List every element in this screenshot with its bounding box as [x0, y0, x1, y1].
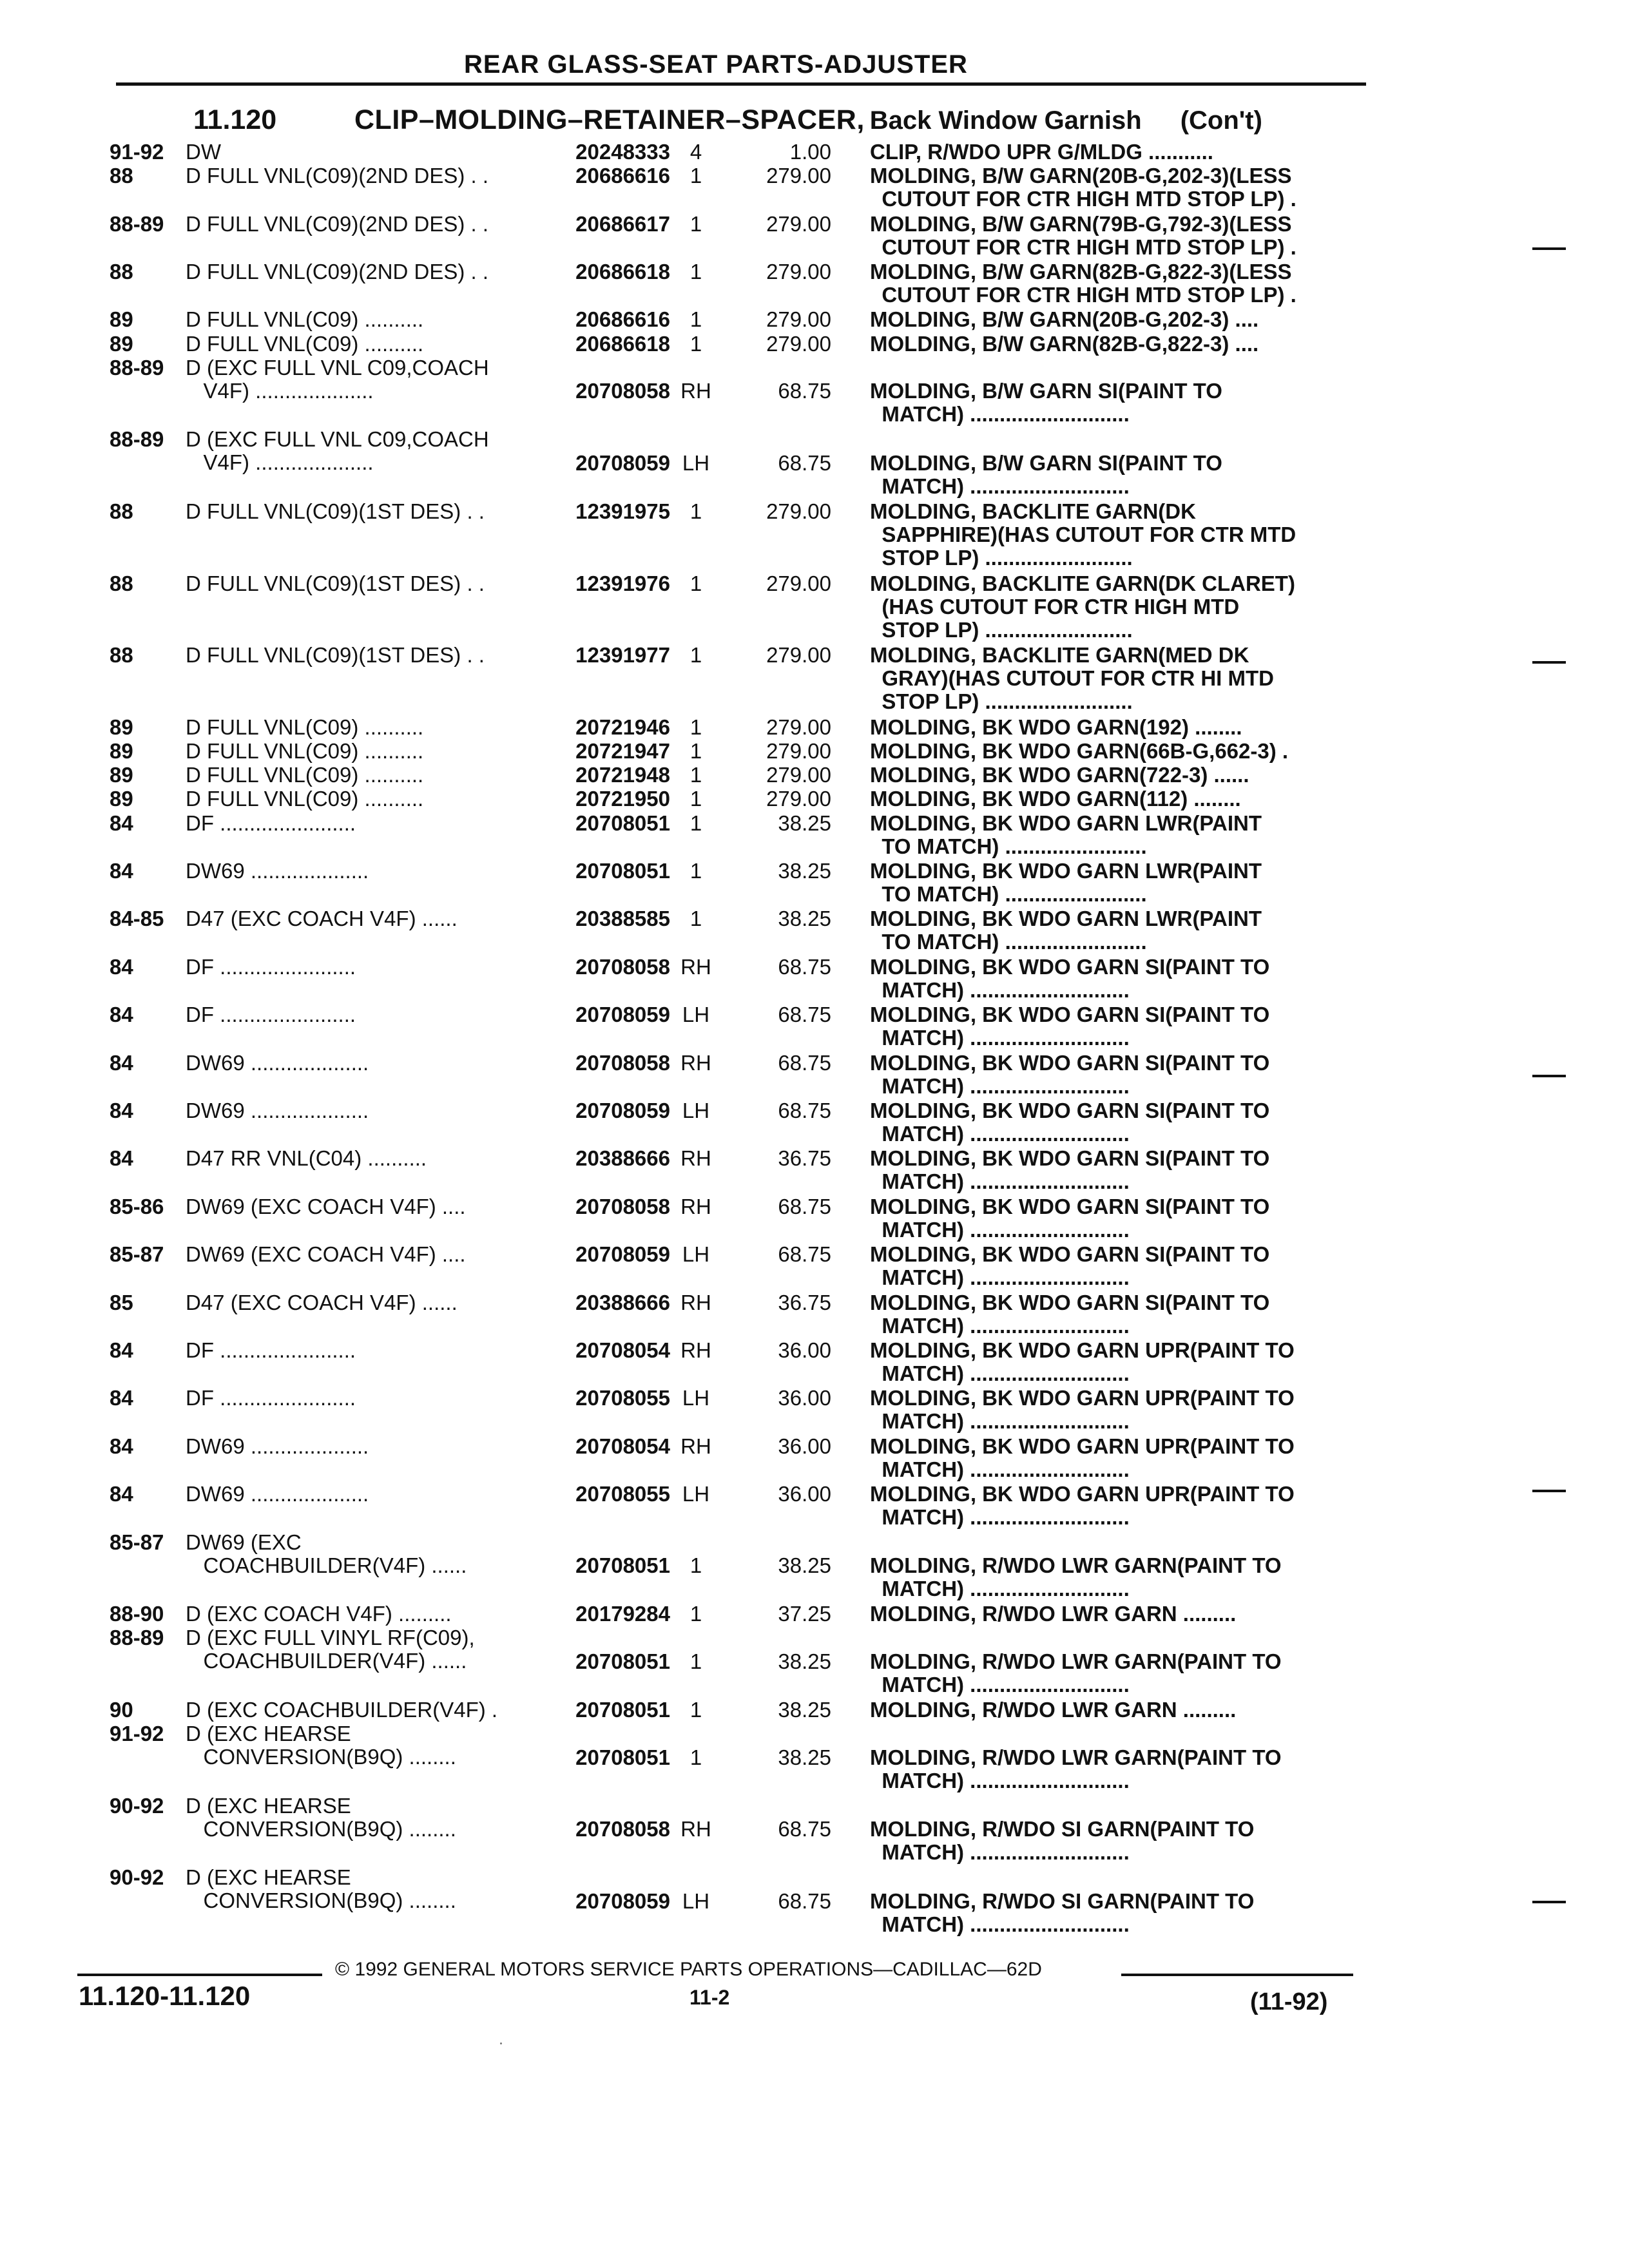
row-year: 85-86	[110, 1194, 164, 1218]
row-part-name: MOLDING, BK WDO GARN SI(PAINT TO MATCH) ...........................	[870, 1099, 1270, 1146]
row-price: 68.75	[778, 379, 831, 403]
row-part-number: 20686618	[575, 260, 670, 284]
row-price: 36.00	[778, 1386, 831, 1410]
row-year: 88-89	[110, 355, 164, 380]
row-description: DW	[186, 140, 221, 164]
table-row	[110, 812, 1347, 859]
row-year: 85-87	[110, 1530, 164, 1554]
row-part-number: 20708058	[575, 1194, 670, 1218]
row-part-name: MOLDING, BK WDO GARN(112) ........	[870, 787, 1241, 811]
row-price: 68.75	[778, 1099, 831, 1122]
table-row	[110, 644, 1347, 715]
row-price: 36.00	[778, 1338, 831, 1362]
row-quantity: 1	[689, 211, 702, 236]
table-row	[110, 164, 1347, 211]
table-row	[110, 308, 1347, 332]
row-quantity: LH	[682, 1099, 710, 1122]
row-part-number: 20708051	[575, 1553, 670, 1578]
row-part-name: MOLDING, BK WDO GARN UPR(PAINT TO MATCH) ...........................	[870, 1483, 1295, 1530]
row-description: DW69 (EXC COACHBUILDER(V4F) ......	[186, 1530, 467, 1577]
row-description: D47 (EXC COACH V4F) ......	[186, 1291, 458, 1314]
section-continued: (Con't)	[1180, 106, 1262, 135]
row-year: 84	[110, 1338, 133, 1362]
table-row	[110, 1722, 1347, 1792]
row-part-number: 20708051	[575, 1698, 670, 1722]
row-price: 279.00	[766, 211, 831, 236]
page-title: REAR GLASS-SEAT PARTS-ADJUSTER	[464, 50, 968, 79]
row-quantity: RH	[680, 1146, 711, 1171]
row-part-number: 20708055	[575, 1386, 670, 1410]
row-year: 89	[110, 763, 133, 787]
row-part-name: MOLDING, BK WDO GARN SI(PAINT TO MATCH) ...........................	[870, 1243, 1270, 1290]
row-price: 1.00	[789, 140, 831, 164]
row-part-name: MOLDING, BK WDO GARN SI(PAINT TO MATCH) ...........................	[870, 1291, 1270, 1338]
row-price: 36.75	[778, 1290, 831, 1314]
table-row	[110, 956, 1347, 1003]
row-quantity: 1	[689, 1698, 702, 1722]
row-quantity: 1	[689, 260, 702, 284]
row-part-name: MOLDING, BACKLITE GARN(MED DK GRAY)(HAS CUTOUT FOR CTR HI MTD STOP LP) .........................	[870, 644, 1274, 714]
row-part-name: MOLDING, BK WDO GARN SI(PAINT TO MATCH) ...........................	[870, 955, 1270, 1002]
table-row	[110, 1003, 1347, 1050]
row-part-number: 20388666	[575, 1146, 670, 1171]
table-row	[110, 1435, 1347, 1482]
row-price: 38.25	[778, 811, 831, 835]
row-year: 84-85	[110, 907, 164, 931]
row-quantity: 1	[689, 1649, 702, 1673]
section-heading	[193, 104, 1353, 136]
row-price: 68.75	[778, 1242, 831, 1267]
table-row	[110, 1865, 1347, 1936]
row-year: 84	[110, 859, 133, 883]
row-quantity: 1	[689, 787, 702, 811]
row-part-number: 20721950	[575, 787, 670, 811]
row-description: D (EXC FULL VNL C09,COACH V4F) ....................	[186, 428, 489, 475]
row-year: 84	[110, 954, 133, 979]
row-quantity: RH	[680, 1434, 711, 1458]
row-description: DF .......................	[186, 1003, 356, 1027]
footer-rule	[1121, 1974, 1353, 1976]
row-price: 68.75	[778, 1817, 831, 1841]
row-description: DW69 ....................	[186, 1483, 369, 1506]
row-part-name: MOLDING, BK WDO GARN UPR(PAINT TO MATCH) ...........................	[870, 1434, 1295, 1481]
row-part-name: MOLDING, B/W GARN SI(PAINT TO MATCH) ...........................	[870, 380, 1222, 427]
margin-tick	[1532, 1490, 1566, 1492]
row-part-number: 20708058	[575, 379, 670, 403]
row-price: 38.25	[778, 1698, 831, 1722]
row-part-number: 20708059	[575, 450, 670, 475]
row-quantity: 1	[689, 859, 702, 883]
row-part-number: 20721947	[575, 739, 670, 763]
row-part-number: 12391976	[575, 571, 670, 595]
row-price: 37.25	[778, 1602, 831, 1626]
row-year: 85-87	[110, 1242, 164, 1267]
table-row	[110, 427, 1347, 498]
footer-date: (11-92)	[1250, 1988, 1328, 2015]
row-quantity: 1	[689, 763, 702, 787]
row-quantity: 4	[689, 140, 702, 164]
row-price: 279.00	[766, 715, 831, 739]
row-quantity: LH	[682, 1242, 710, 1267]
row-year: 90-92	[110, 1793, 164, 1818]
row-part-number: 20686616	[575, 164, 670, 188]
row-part-number: 20179284	[575, 1602, 670, 1626]
row-part-number: 20686618	[575, 331, 670, 356]
row-year: 84	[110, 1099, 133, 1122]
table-row	[110, 1483, 1347, 1530]
row-part-number: 20708051	[575, 1745, 670, 1769]
table-row	[110, 1530, 1347, 1601]
row-description: DF .......................	[186, 811, 356, 835]
row-part-number: 20721948	[575, 763, 670, 787]
section-number: 11.120	[193, 104, 277, 135]
row-price: 38.25	[778, 1649, 831, 1673]
row-quantity: 1	[689, 811, 702, 835]
table-row	[110, 140, 1347, 164]
row-part-number: 20388585	[575, 907, 670, 931]
row-part-number: 20708058	[575, 1050, 670, 1075]
row-part-name: MOLDING, BK WDO GARN LWR(PAINT TO MATCH) ........................	[870, 860, 1262, 906]
table-row	[110, 860, 1347, 907]
row-price: 279.00	[766, 643, 831, 668]
table-row	[110, 260, 1347, 307]
row-part-name: MOLDING, R/WDO LWR GARN .........	[870, 1698, 1237, 1722]
row-year: 84	[110, 1386, 133, 1410]
table-row	[110, 1147, 1347, 1194]
row-part-name: MOLDING, R/WDO LWR GARN .........	[870, 1602, 1237, 1626]
row-quantity: RH	[680, 1050, 711, 1075]
row-year: 88	[110, 164, 133, 188]
row-description: D FULL VNL(C09)(2ND DES) . .	[186, 212, 489, 236]
row-quantity: 1	[689, 331, 702, 356]
row-year: 84	[110, 1482, 133, 1506]
row-year: 85	[110, 1290, 133, 1314]
row-part-number: 20708051	[575, 1649, 670, 1673]
row-description: D (EXC COACHBUILDER(V4F) .	[186, 1698, 498, 1722]
row-year: 88	[110, 260, 133, 284]
scan-speck	[500, 2042, 502, 2044]
row-quantity: 1	[689, 164, 702, 188]
row-part-name: MOLDING, R/WDO LWR GARN(PAINT TO MATCH) ...........................	[870, 1745, 1282, 1792]
table-row	[110, 332, 1347, 356]
row-description: DW69 ....................	[186, 1434, 369, 1458]
row-price: 279.00	[766, 331, 831, 356]
row-quantity: 1	[689, 1553, 702, 1578]
row-part-number: 12391975	[575, 499, 670, 523]
row-description: DW69 (EXC COACH V4F) ....	[186, 1195, 466, 1218]
row-year: 84	[110, 1146, 133, 1171]
row-price: 38.25	[778, 1745, 831, 1769]
row-description: D FULL VNL(C09)(1ST DES) . .	[186, 572, 485, 595]
row-part-name: MOLDING, BACKLITE GARN(DK CLARET) (HAS CUTOUT FOR CTR HIGH MTD STOP LP) .........................	[870, 572, 1295, 642]
row-part-name: MOLDING, BK WDO GARN(722-3) ......	[870, 764, 1249, 787]
row-description: DF .......................	[186, 1339, 356, 1362]
row-description: D47 (EXC COACH V4F) ......	[186, 907, 458, 931]
margin-tick	[1532, 247, 1566, 250]
row-quantity: RH	[680, 1338, 711, 1362]
row-part-name: MOLDING, BK WDO GARN(192) ........	[870, 715, 1242, 739]
title-rule	[116, 82, 1366, 86]
table-row	[110, 1387, 1347, 1434]
row-part-name: MOLDING, R/WDO SI GARN(PAINT TO MATCH) ...........................	[870, 1889, 1255, 1936]
row-year: 88-89	[110, 211, 164, 236]
margin-tick	[1532, 1075, 1566, 1077]
row-description: DF .......................	[186, 1387, 356, 1410]
row-part-name: MOLDING, B/W GARN(82B-G,822-3) ....	[870, 332, 1259, 356]
section-subtitle: Back Window Garnish	[869, 106, 1142, 135]
row-year: 84	[110, 811, 133, 835]
row-description: DW69 (EXC COACH V4F) ....	[186, 1243, 466, 1267]
row-price: 279.00	[766, 571, 831, 595]
row-part-name: MOLDING, B/W GARN(20B-G,202-3)(LESS CUTOUT FOR CTR HIGH MTD STOP LP) .	[870, 164, 1296, 211]
row-description: D FULL VNL(C09)(1ST DES) . .	[186, 644, 485, 668]
row-description: D (EXC HEARSE CONVERSION(B9Q) ........	[186, 1794, 456, 1841]
row-year: 91-92	[110, 140, 164, 164]
row-year: 84	[110, 1434, 133, 1458]
row-price: 68.75	[778, 1003, 831, 1027]
row-year: 91-92	[110, 1722, 164, 1746]
row-quantity: 1	[689, 643, 702, 668]
row-quantity: RH	[680, 954, 711, 979]
row-part-name: MOLDING, BK WDO GARN UPR(PAINT TO MATCH) ...........................	[870, 1339, 1295, 1385]
table-row	[110, 1099, 1347, 1146]
row-quantity: 1	[689, 1602, 702, 1626]
row-description: D FULL VNL(C09) ..........	[186, 308, 424, 332]
row-description: D (EXC COACH V4F) .........	[186, 1602, 452, 1626]
row-part-number: 20248333	[575, 140, 670, 164]
row-year: 88	[110, 571, 133, 595]
row-quantity: RH	[680, 379, 711, 403]
row-price: 68.75	[778, 450, 831, 475]
row-part-name: MOLDING, BK WDO GARN UPR(PAINT TO MATCH) ...........................	[870, 1387, 1295, 1434]
row-part-number: 20708054	[575, 1434, 670, 1458]
row-part-name: MOLDING, B/W GARN(82B-G,822-3)(LESS CUTOUT FOR CTR HIGH MTD STOP LP) .	[870, 260, 1296, 307]
row-part-number: 20708055	[575, 1482, 670, 1506]
row-quantity: 1	[689, 307, 702, 332]
table-row	[110, 1195, 1347, 1242]
row-price: 38.25	[778, 859, 831, 883]
table-row	[110, 1793, 1347, 1865]
row-part-name: MOLDING, BK WDO GARN SI(PAINT TO MATCH) ...........................	[870, 1051, 1270, 1098]
margin-tick	[1532, 661, 1566, 664]
row-quantity: 1	[689, 571, 702, 595]
row-part-name: MOLDING, BACKLITE GARN(DK SAPPHIRE)(HAS CUTOUT FOR CTR MTD STOP LP) .........................	[870, 500, 1296, 570]
footer-copyright: © 1992 GENERAL MOTORS SERVICE PARTS OPERATIONS—CADILLAC—62D	[335, 1959, 1042, 1980]
row-part-number: 20686617	[575, 211, 670, 236]
table-row	[110, 740, 1347, 764]
row-part-name: MOLDING, R/WDO SI GARN(PAINT TO MATCH) ...........................	[870, 1818, 1255, 1865]
row-price: 279.00	[766, 307, 831, 332]
row-part-number: 20708059	[575, 1242, 670, 1267]
row-price: 36.75	[778, 1146, 831, 1171]
table-row	[110, 787, 1347, 811]
footer-page-number: 11-2	[689, 1986, 730, 2009]
row-part-number: 20708059	[575, 1003, 670, 1027]
row-quantity: LH	[682, 1003, 710, 1027]
row-year: 84	[110, 1003, 133, 1027]
row-price: 36.00	[778, 1434, 831, 1458]
row-part-number: 20686616	[575, 307, 670, 332]
row-description: D FULL VNL(C09)(2ND DES) . .	[186, 164, 489, 188]
margin-tick	[1532, 1901, 1566, 1903]
row-part-name: CLIP, R/WDO UPR G/MLDG ...........	[870, 140, 1213, 164]
row-part-name: MOLDING, B/W GARN(79B-G,792-3)(LESS CUTOUT FOR CTR HIGH MTD STOP LP) .	[870, 212, 1296, 259]
row-part-number: 20708058	[575, 1817, 670, 1841]
row-price: 279.00	[766, 164, 831, 188]
row-part-name: MOLDING, B/W GARN SI(PAINT TO MATCH) ...........................	[870, 451, 1222, 498]
row-year: 89	[110, 739, 133, 763]
row-quantity: LH	[682, 1386, 710, 1410]
row-price: 68.75	[778, 1888, 831, 1913]
table-row	[110, 355, 1347, 427]
row-quantity: RH	[680, 1817, 711, 1841]
row-part-number: 20708058	[575, 954, 670, 979]
row-part-number: 20388666	[575, 1290, 670, 1314]
row-quantity: 1	[689, 715, 702, 739]
row-year: 84	[110, 1050, 133, 1075]
row-description: D FULL VNL(C09) ..........	[186, 332, 424, 356]
row-year: 89	[110, 331, 133, 356]
footer-section-range: 11.120-11.120	[79, 1981, 251, 2011]
row-year: 88	[110, 499, 133, 523]
footer-rule	[77, 1974, 322, 1976]
row-description: DW69 ....................	[186, 1099, 369, 1122]
row-price: 279.00	[766, 763, 831, 787]
table-row	[110, 1602, 1347, 1626]
row-price: 36.00	[778, 1482, 831, 1506]
row-price: 68.75	[778, 1050, 831, 1075]
row-part-name: MOLDING, BK WDO GARN LWR(PAINT TO MATCH) ........................	[870, 907, 1262, 954]
row-description: D (EXC FULL VNL C09,COACH V4F) ....................	[186, 356, 489, 403]
table-row	[110, 907, 1347, 954]
row-year: 89	[110, 307, 133, 332]
row-price: 68.75	[778, 954, 831, 979]
row-price: 38.25	[778, 1553, 831, 1578]
row-quantity: 1	[689, 1745, 702, 1769]
row-part-name: MOLDING, BK WDO GARN SI(PAINT TO MATCH) ...........................	[870, 1147, 1270, 1194]
row-description: D (EXC FULL VINYL RF(C09), COACHBUILDER(V4F) ......	[186, 1626, 475, 1673]
section-title: CLIP–MOLDING–RETAINER–SPACER,	[354, 104, 865, 135]
row-part-name: MOLDING, B/W GARN(20B-G,202-3) ....	[870, 308, 1259, 332]
table-row	[110, 572, 1347, 643]
row-description: D (EXC HEARSE CONVERSION(B9Q) ........	[186, 1866, 456, 1913]
row-year: 88	[110, 643, 133, 668]
row-quantity: 1	[689, 499, 702, 523]
row-description: D FULL VNL(C09)(2ND DES) . .	[186, 260, 489, 284]
row-quantity: LH	[682, 450, 710, 475]
row-part-number: 20721946	[575, 715, 670, 739]
row-description: D FULL VNL(C09) ..........	[186, 787, 424, 811]
row-quantity: RH	[680, 1194, 711, 1218]
row-year: 90-92	[110, 1865, 164, 1890]
table-row	[110, 1698, 1347, 1722]
row-description: D FULL VNL(C09) ..........	[186, 764, 424, 787]
row-price: 279.00	[766, 260, 831, 284]
row-price: 279.00	[766, 739, 831, 763]
table-row	[110, 1626, 1347, 1696]
row-year: 89	[110, 715, 133, 739]
row-part-number: 20708051	[575, 859, 670, 883]
row-year: 88-89	[110, 427, 164, 452]
row-description: D FULL VNL(C09) ..........	[186, 715, 424, 739]
row-part-name: MOLDING, R/WDO LWR GARN(PAINT TO MATCH) ...........................	[870, 1554, 1282, 1601]
table-row	[110, 1052, 1347, 1099]
row-part-name: MOLDING, BK WDO GARN LWR(PAINT TO MATCH) ........................	[870, 811, 1262, 858]
row-price: 38.25	[778, 907, 831, 931]
row-description: DW69 ....................	[186, 860, 369, 883]
table-row	[110, 716, 1347, 740]
row-description: D FULL VNL(C09) ..........	[186, 740, 424, 763]
row-year: 90	[110, 1698, 133, 1722]
table-row	[110, 1291, 1347, 1338]
table-row	[110, 500, 1347, 571]
row-part-number: 12391977	[575, 643, 670, 668]
row-quantity: 1	[689, 907, 702, 931]
row-year: 89	[110, 787, 133, 811]
row-quantity: 1	[689, 739, 702, 763]
row-price: 279.00	[766, 499, 831, 523]
row-part-number: 20708054	[575, 1338, 670, 1362]
row-quantity: RH	[680, 1290, 711, 1314]
row-part-name: MOLDING, BK WDO GARN(66B-G,662-3) .	[870, 740, 1289, 763]
row-description: DF .......................	[186, 955, 356, 979]
row-part-name: MOLDING, BK WDO GARN SI(PAINT TO MATCH) ...........................	[870, 1003, 1270, 1050]
row-price: 68.75	[778, 1194, 831, 1218]
row-price: 279.00	[766, 787, 831, 811]
table-row	[110, 764, 1347, 787]
row-part-number: 20708059	[575, 1099, 670, 1122]
row-year: 88-90	[110, 1602, 164, 1626]
table-row	[110, 213, 1347, 260]
row-description: D47 RR VNL(C04) ..........	[186, 1147, 427, 1171]
row-description: DW69 ....................	[186, 1051, 369, 1075]
table-row	[110, 1243, 1347, 1290]
table-row	[110, 1339, 1347, 1386]
row-part-number: 20708051	[575, 811, 670, 835]
row-quantity: LH	[682, 1482, 710, 1506]
row-year: 88-89	[110, 1626, 164, 1650]
row-description: D (EXC HEARSE CONVERSION(B9Q) ........	[186, 1722, 456, 1769]
row-quantity: LH	[682, 1888, 710, 1913]
row-part-number: 20708059	[575, 1888, 670, 1913]
row-part-name: MOLDING, BK WDO GARN SI(PAINT TO MATCH) ...........................	[870, 1195, 1270, 1242]
row-part-name: MOLDING, R/WDO LWR GARN(PAINT TO MATCH) ...........................	[870, 1649, 1282, 1696]
row-description: D FULL VNL(C09)(1ST DES) . .	[186, 500, 485, 523]
